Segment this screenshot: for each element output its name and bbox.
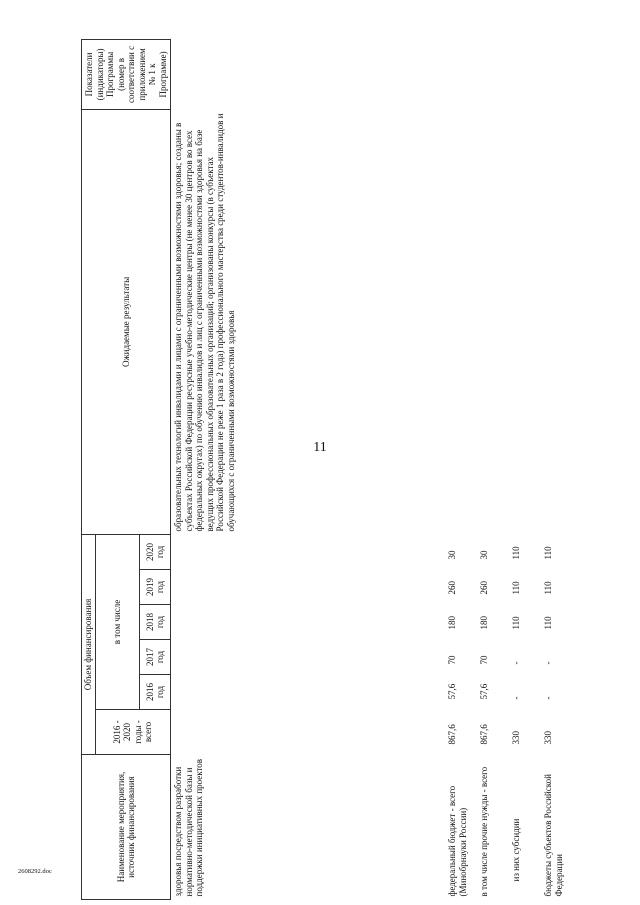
header-year: 2017 год bbox=[140, 640, 171, 675]
row-total: 867,6 bbox=[479, 724, 489, 745]
header-funding: Объем финансирования bbox=[82, 534, 96, 754]
row-2016: 57,6 bbox=[479, 683, 489, 700]
row-2016: - bbox=[543, 696, 553, 700]
row-2017: 70 bbox=[447, 655, 457, 665]
row-2018: 180 bbox=[447, 616, 457, 630]
row-2019: 260 bbox=[447, 581, 457, 595]
table-row bbox=[541, 39, 573, 899]
row-2018: 110 bbox=[511, 616, 521, 630]
row-2016: 57,6 bbox=[447, 683, 457, 700]
table-row bbox=[477, 39, 509, 899]
header-indicators: Показатели (индикаторы) Программы (номер в соответствии с приложением № 1 к Программе) bbox=[82, 39, 171, 109]
header-year: 2019 год bbox=[140, 570, 171, 605]
row-name: из них субсидии bbox=[511, 818, 521, 882]
header-total: 2016 - 2020 годы - всего bbox=[95, 710, 171, 755]
row-2018: 180 bbox=[479, 616, 489, 630]
row-2019: 260 bbox=[479, 581, 489, 595]
funding-table-rotated bbox=[81, 40, 564, 900]
header-including: в том числе bbox=[95, 534, 140, 709]
header-year: 2018 год bbox=[140, 605, 171, 640]
row-2017: 70 bbox=[479, 655, 489, 665]
table-row bbox=[445, 39, 477, 899]
header-year: 2020 год bbox=[140, 534, 171, 569]
row-2017: - bbox=[543, 661, 553, 665]
header-name: Наименование мероприятия, источник финансирования bbox=[82, 755, 171, 900]
continuation-results: образовательных технологий инвалидами и лицами с ограниченными возможностями здоровья; созданы в субъектах Российской Федерации ресурсные учебно-методические центры (не менее 30 центров во всех федеральных округах) по обучению инвалидов и лиц с ограниченными возможностями здоровья на базе ведущих профессиональных образовательных организаций; организованы конкурсы (в субъектах Российской Федерации не реже 1 раза в 2 года) профессионального мастерства среди студентов-инвалидов и обучающихся с ограниченными возможностями здоровья bbox=[173, 113, 236, 532]
row-name: бюджеты субъектов Российской Федерации bbox=[543, 774, 564, 897]
continuation-name: здоровья посредством разработки нормативно-методической базы и поддержки инициативных проектов bbox=[173, 758, 204, 897]
funding-table bbox=[81, 39, 573, 900]
table-row bbox=[509, 39, 541, 899]
row-name: в том числе прочие нужды - всего bbox=[479, 766, 489, 897]
row-total: 330 bbox=[511, 731, 521, 745]
row-2019: 110 bbox=[511, 581, 521, 595]
row-2020: 110 bbox=[511, 546, 521, 560]
row-2020: 110 bbox=[543, 546, 553, 560]
row-total: 330 bbox=[543, 731, 553, 745]
header-year: 2016 год bbox=[140, 675, 171, 710]
row-total: 867,6 bbox=[447, 724, 457, 745]
row-2016: - bbox=[511, 696, 521, 700]
row-2018: 110 bbox=[543, 616, 553, 630]
page-number: 11 bbox=[313, 440, 327, 455]
row-name: федеральный бюджет - всего (Минобрнауки России) bbox=[447, 785, 468, 897]
header-results: Ожидаемые результаты bbox=[82, 109, 171, 534]
footer-doc-code: 2608292.doc bbox=[18, 868, 52, 875]
row-2019: 110 bbox=[543, 581, 553, 595]
table-row-continuation bbox=[171, 39, 446, 899]
row-2017: - bbox=[511, 661, 521, 665]
row-2020: 30 bbox=[479, 550, 489, 560]
row-2020: 30 bbox=[447, 550, 457, 560]
